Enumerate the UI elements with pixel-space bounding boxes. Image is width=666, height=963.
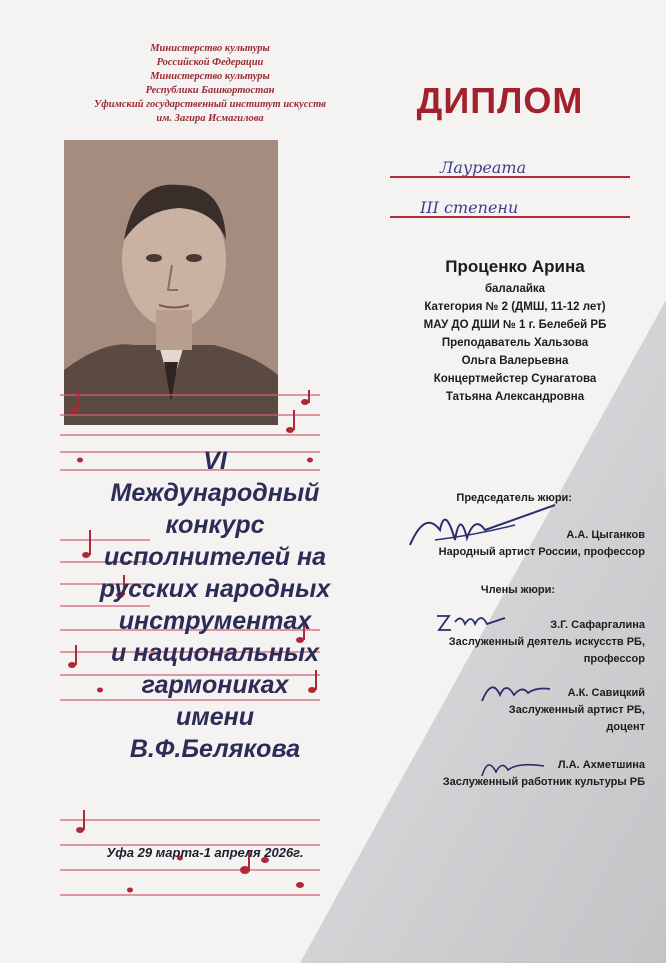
recipient-teacher: Преподаватель Хальзова [441,337,589,349]
ministry-header [70,42,350,126]
recipient-category: Категория № 2 (ДМШ, 11-12 лет) [424,301,606,313]
jury-member [380,617,645,668]
jury-members-label: Члены жюри: [480,584,555,596]
ministry-line: Уфимский государственный институт искусств [93,99,326,110]
chair-name: А.А. Цыганков [566,529,645,541]
recipient-block [370,256,660,406]
chair-title: Народный артист России, профессор [438,546,645,558]
contest-line: исполнителей на [103,543,327,571]
recipient-instrument: балалайка [484,283,546,295]
ministry-line: Министерство культуры [150,71,270,82]
jury-chair-label: Председатель жюри: [456,492,572,504]
member-title: профессор [583,653,645,665]
ministry-line: им. Загира Исмагилова [156,113,264,124]
member-name: А.К. Савицкий [567,687,645,699]
contest-line: В.Ф.Белякова [129,735,301,763]
member-name: Л.А. Ахметшина [557,759,645,771]
contest-date-place: Уфа 29 марта-1 апреля 2026г. [106,845,304,860]
contest-line: инструментах [118,607,312,635]
jury-member [380,757,645,791]
jury-chair [380,527,645,561]
member-title: доцент [606,721,645,733]
recipient-accompanist-name: Татьяна Александровна [445,391,585,403]
member-title: Заслуженный работник культуры РБ [442,776,645,788]
recipient-school: МАУ ДО ДШИ № 1 г. Белебей РБ [423,319,607,331]
contest-line: конкурс [165,511,265,539]
member-title: Заслуженный деятель искусств РБ, [448,636,645,648]
contest-line: имени [175,703,255,731]
contest-line: и национальных [111,639,319,667]
member-name: З.Г. Сафаргалина [550,619,645,631]
ministry-line: Российской Федерации [156,57,264,68]
contest-line: Международный [110,479,320,507]
contest-title [80,445,350,765]
ministry-line: Министерство культуры [150,43,270,54]
ministry-line: Республики Башкортостан [145,85,275,96]
underline-degree [390,216,630,218]
member-title: Заслуженный артист РБ, [508,704,645,716]
handwritten-degree: III степени [420,198,519,217]
contest-line: русских народных [99,575,331,603]
diploma-title: ДИПЛОМ [416,80,584,121]
contest-line: гармониках [141,671,289,699]
portrait-photo [64,140,278,425]
handwritten-laureate: Лауреата [440,158,527,177]
recipient-accompanist: Концертмейстер Сунагатова [433,373,597,385]
underline-laureate [390,176,630,178]
recipient-teacher-name: Ольга Валерьевна [461,355,569,367]
jury-member [380,685,645,736]
contest-line: VI [203,447,227,475]
recipient-name: Проценко Арина [445,257,585,276]
